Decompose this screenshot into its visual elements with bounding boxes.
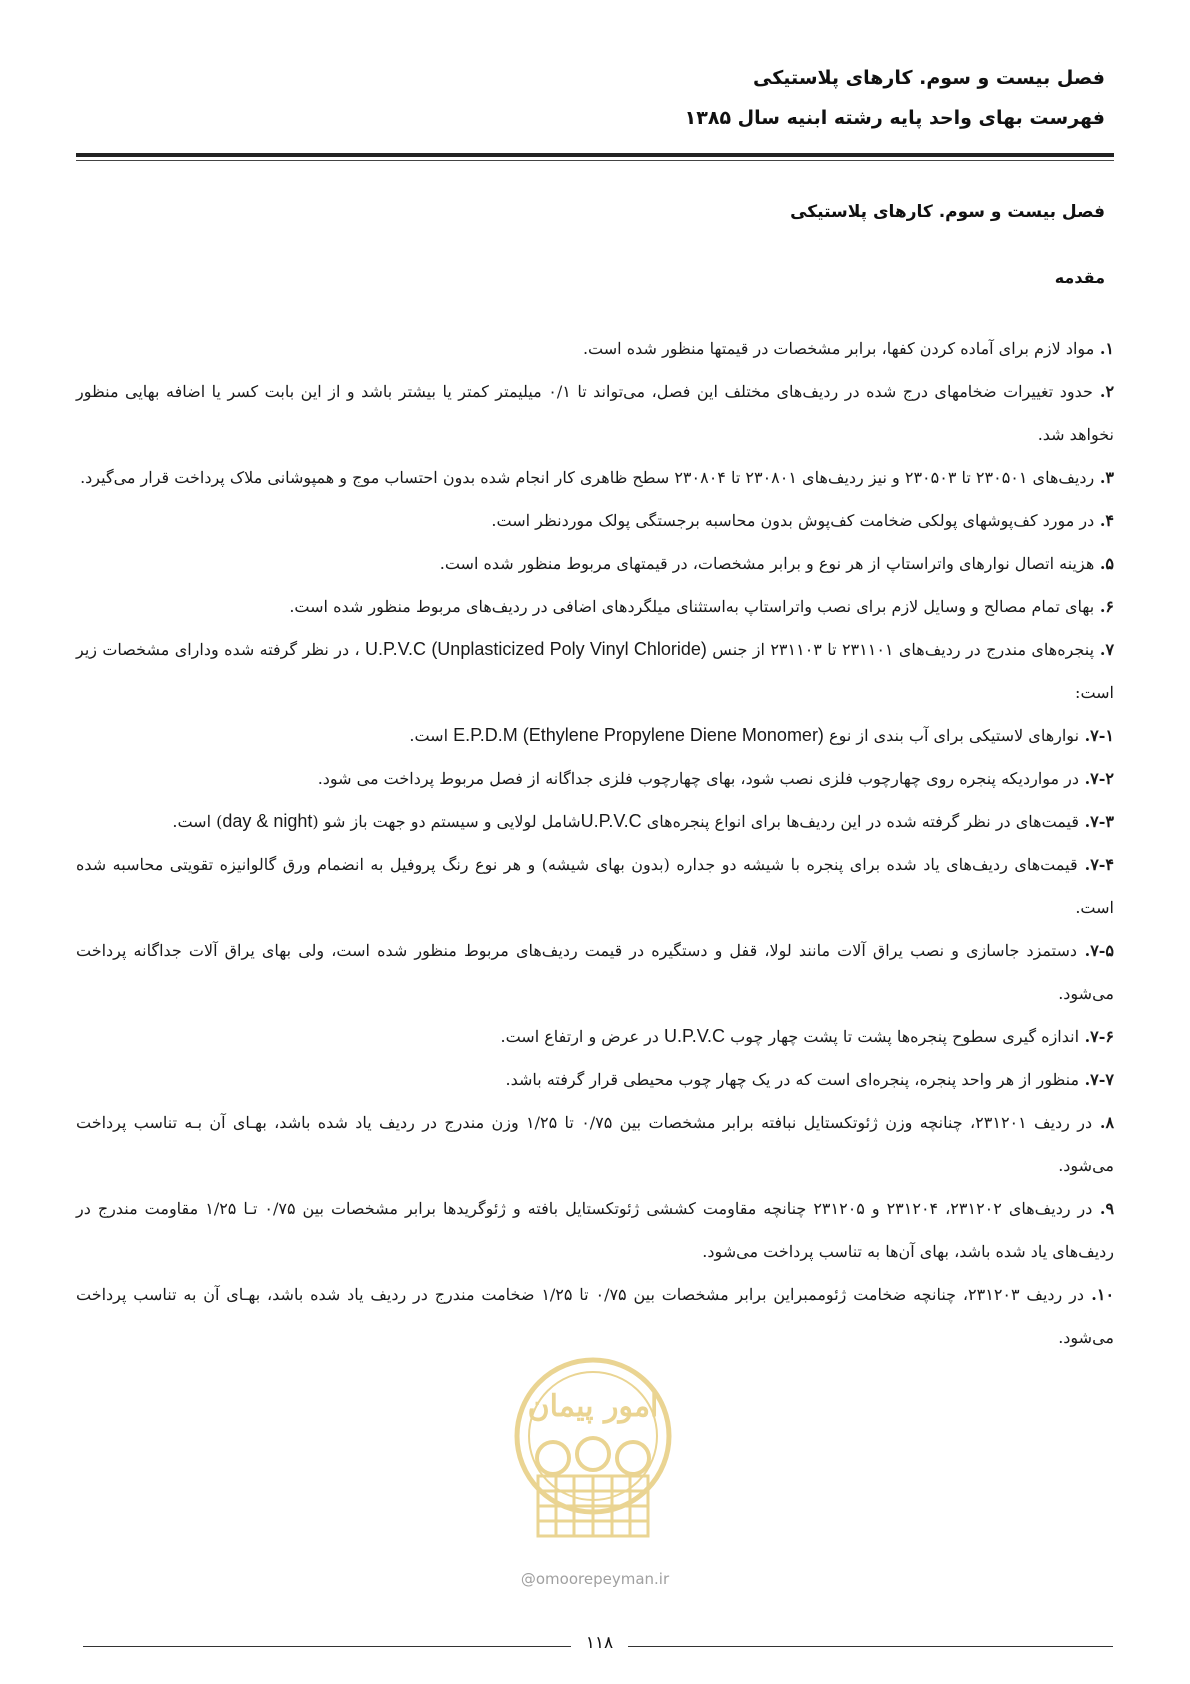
paragraph (76, 1101, 1114, 1187)
paragraph (76, 456, 1114, 499)
watermark-at-icon: @ (520, 1570, 536, 1588)
header-rule-thin (76, 160, 1114, 161)
latin-term: U.P.V.C (664, 1026, 726, 1046)
paragraph-number: ۴. (1094, 511, 1114, 530)
watermark-logo (498, 1346, 688, 1586)
paragraph-number: ۷-۷. (1079, 1070, 1114, 1089)
paragraph-number: ۷-۴. (1077, 855, 1115, 874)
paragraph-text: ، در نظر گرفته شده ودارای مشخصات زیر است: (76, 640, 1114, 702)
latin-term: E.P.D.M (Ethylene Propylene Diene Monomer) (453, 725, 824, 745)
paragraph-number: ۷-۵. (1077, 941, 1115, 960)
intro-heading: مقدمه (1054, 268, 1105, 287)
watermark-url: @omoorepeyman.ir (520, 1570, 670, 1588)
paragraph-text: منظور از هر واحد پنجره، پنجره‌ای است که در یک چهار چوب محیطی قرار گرفته باشد. (505, 1070, 1080, 1089)
paragraph-text: بهای تمام مصالح و وسایل لازم برای نصب واتراستاپ به‌استثنای میلگردهای اضافی در ردیف‌های مربوط منظور شده است. (289, 597, 1095, 616)
paragraph-text: ردیف‌های ۲۳۰۵۰۱ تا ۲۳۰۵۰۳ و نیز ردیف‌های ۲۳۰۸۰۱ تا ۲۳۰۸۰۴ سطح ظاهری کار انجام شده بدون احتساب موج و همپوشانی ملاک پرداخت قرار می‌گیرد. (80, 468, 1095, 487)
header-chapter-title: فصل بیست و سوم. کارهای پلاستیکی (753, 67, 1105, 89)
latin-term: U.P.V.C (580, 811, 642, 831)
paragraph-text: قیمت‌های ردیف‌های یاد شده برای پنجره با شیشه دو جداره (بدون بهای شیشه) و هر نوع رنگ پروفیل به انضمام ورق گالوانیزه تقویتی محاسبه شده است. (76, 855, 1114, 917)
paragraph-number: ۳. (1094, 468, 1114, 487)
watermark-logo-text: امور پیمان (527, 1389, 659, 1424)
paragraph-text: حدود تغییرات ضخامهای درج شده در ردیف‌های مختلف این فصل، می‌تواند تا ۰/۱ میلیمتر کمتر یا بیشتر باشد و از این بابت کسر یا اضافه بهایی منظور نخواهد شد. (76, 382, 1114, 444)
paragraph (76, 499, 1114, 542)
paragraph-number: ۶. (1094, 597, 1114, 616)
latin-term: U.P.V.C (Unplasticized Poly Vinyl Chloride) (365, 639, 707, 659)
paragraph (76, 585, 1114, 628)
paragraph (76, 542, 1114, 585)
paragraph-text: نوارهای لاستیکی برای آب بندی از نوع (823, 726, 1080, 745)
paragraph-text: ) است. (172, 812, 223, 831)
paragraph-text: در ردیف ۲۳۱۲۰۱، چنانچه وزن ژئوتکستایل نبافته برابر مشخصات بین ۰/۷۵ تا ۱/۲۵ وزن مندرج در ردیف یاد شده باشد، بهـای آن بـه تناسب پرداخت می‌شود. (76, 1113, 1114, 1175)
paragraph (76, 800, 1114, 843)
paragraph-number: ۷-۱. (1079, 726, 1114, 745)
paragraph-number: ۸. (1092, 1113, 1115, 1132)
paragraph (76, 843, 1114, 929)
paragraph-text: مواد لازم برای آماده کردن کفها، برابر مشخصات در قیمتها منظور شده است. (582, 339, 1095, 358)
paragraph-text: اندازه گیری سطوح پنجره‌ها پشت تا پشت چهار چوب (725, 1027, 1080, 1046)
latin-term: day & night (222, 811, 313, 831)
paragraph-text: دستمزد جاسازی و نصب یراق آلات مانند لولا، قفل و دستگیره در قیمت ردیف‌های مربوط منظور شده است، ولی بهای یراق آلات جداگانه پرداخت می‌شود. (76, 941, 1114, 1003)
section-title: فصل بیست و سوم. کارهای پلاستیکی (790, 202, 1105, 222)
paragraph-number: ۵. (1094, 554, 1114, 573)
paragraph-number: ۷-۳. (1079, 812, 1114, 831)
paragraph-text: در ردیف‌های ۲۳۱۲۰۲، ۲۳۱۲۰۴ و ۲۳۱۲۰۵ چنانچه مقاومت کششی ژئوتکستایل بافته و ژئوگریدها برابر مشخصات بین ۰/۷۵ تـا ۱/۲۵ مقاومت مندرج در ردیف‌های یاد شده باشد، بهای آن‌ها به تناسب پرداخت می‌شود. (76, 1199, 1114, 1261)
paragraph-number: ۷-۲. (1079, 769, 1114, 788)
paragraph-text: در مواردیکه پنجره روی چهارچوب فلزی نصب شود، بهای چهارچوب فلزی جداگانه از فصل مربوط پرداخت می شود. (317, 769, 1080, 788)
page-header (80, 58, 1105, 138)
paragraph-text: است. (409, 726, 454, 745)
paragraph-text: در مورد کف‌پوشهای پولکی ضخامت کف‌پوش بدون محاسبه برجستگی پولک موردنظر است. (491, 511, 1095, 530)
paragraph (76, 370, 1114, 456)
paragraph-number: ۷. (1094, 640, 1115, 659)
footer-rule-left (83, 1646, 571, 1647)
paragraph-text: قیمت‌های در نظر گرفته شده در این ردیف‌ها برای انواع پنجره‌های (641, 812, 1080, 831)
footer-rule-right (628, 1646, 1113, 1647)
paragraph-number: ۹. (1092, 1199, 1115, 1218)
paragraph-text: در عرض و ارتفاع است. (500, 1027, 665, 1046)
paragraph-text: در ردیف ۲۳۱۲۰۳، چنانچه ضخامت ژئوممبراین برابر مشخصات بین ۰/۷۵ تا ۱/۲۵ ضخامت مندرج در ردیف یاد شده باشد، بهـای آن به تناسب پرداخت می‌شود. (76, 1285, 1114, 1347)
paragraph-number: ۱۰. (1083, 1285, 1115, 1304)
paragraph-text: شامل لولایی و سیستم دو جهت باز شو ( (312, 812, 581, 831)
header-document-title: فهرست بهای واحد پایه رشته ابنیه سال ۱۳۸۵ (684, 107, 1105, 129)
paragraph-number: ۷-۶. (1079, 1027, 1114, 1046)
paragraph-text: پنجره‌های مندرج در ردیف‌های ۲۳۱۱۰۱ تا ۲۳۱۱۰۳ از جنس (706, 640, 1095, 659)
paragraph (76, 1015, 1114, 1058)
paragraph (76, 628, 1114, 714)
paragraph (76, 327, 1114, 370)
paragraph (76, 757, 1114, 800)
paragraph-text: هزینه اتصال نوارهای واتراستاپ از هر نوع و برابر مشخصات، در قیمتهای مربوط منظور شده است. (439, 554, 1095, 573)
header-rule-thick (76, 153, 1114, 157)
paragraph (76, 929, 1114, 1015)
paragraph (76, 714, 1114, 757)
paragraph-number: ۲. (1092, 382, 1115, 401)
paragraph (76, 1187, 1114, 1273)
page-number: ۱۱۸ (585, 1633, 614, 1653)
paragraph (76, 1058, 1114, 1101)
paragraph-number: ۱. (1094, 339, 1114, 358)
body-text (76, 327, 1114, 1359)
